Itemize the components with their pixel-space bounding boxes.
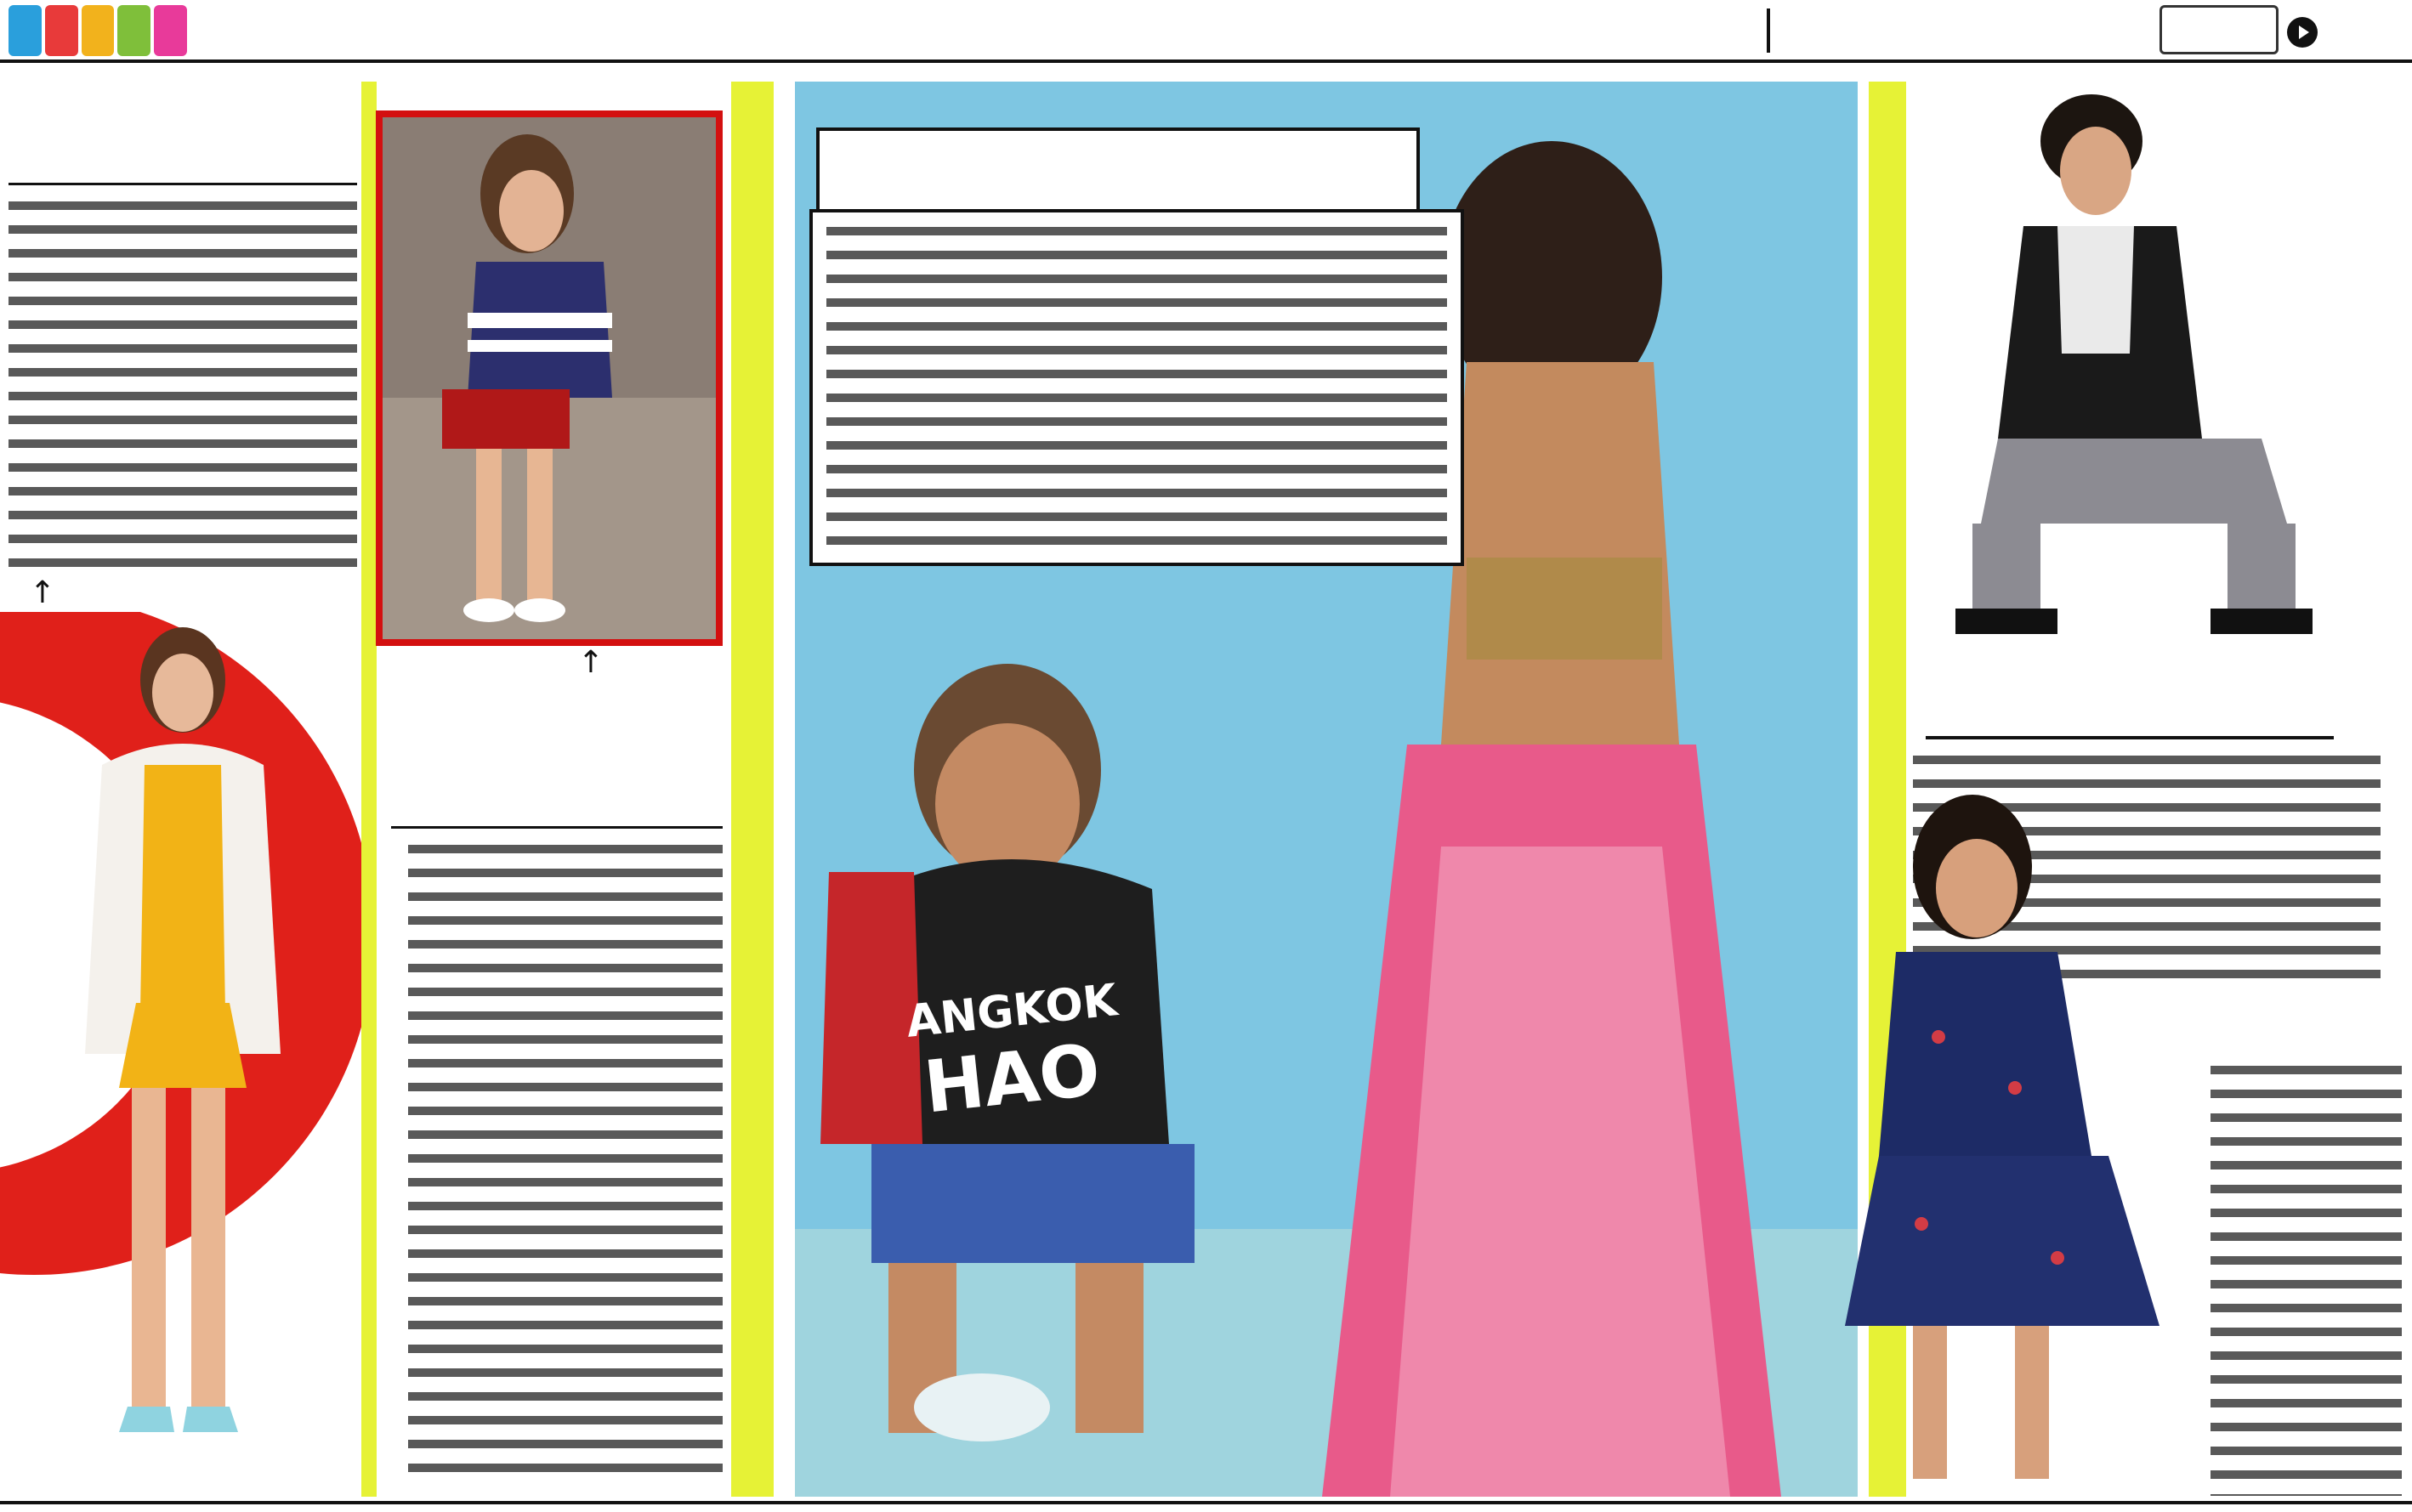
article-body-right2 bbox=[2211, 1058, 2402, 1496]
shirt-text-top: ANGKOK bbox=[904, 975, 1120, 1048]
logo-tile bbox=[82, 5, 115, 56]
photo-woman-seated bbox=[376, 110, 723, 646]
shirt-text-bottom: HAO bbox=[920, 1028, 1104, 1130]
logo-tile bbox=[9, 5, 42, 56]
issue-date bbox=[1794, 10, 2151, 48]
headline-center bbox=[816, 127, 1420, 212]
article-body-col2 bbox=[408, 837, 723, 1483]
brand-logo bbox=[2159, 5, 2279, 54]
article-body-center bbox=[826, 219, 1447, 556]
headline-right1 bbox=[1926, 646, 2334, 739]
photo-man-seated bbox=[1921, 82, 2347, 643]
photo-woman-yellow bbox=[0, 612, 374, 1496]
logo-tile bbox=[45, 5, 78, 56]
section-logo bbox=[9, 5, 187, 56]
article-body-col1 bbox=[9, 194, 357, 568]
logo-tile bbox=[117, 5, 150, 56]
page-number bbox=[2330, 7, 2406, 54]
play-icon bbox=[2287, 17, 2318, 48]
section-label bbox=[918, 8, 1258, 46]
margin-strip bbox=[361, 82, 377, 1497]
photo-caption-col1 bbox=[281, 697, 366, 722]
bottom-rule bbox=[0, 1501, 2412, 1504]
margin-strip bbox=[731, 82, 774, 1497]
headline-rule bbox=[9, 183, 357, 185]
logo-tile bbox=[154, 5, 187, 56]
arrow-up-icon: ↑ bbox=[29, 575, 56, 610]
headline-col2 bbox=[384, 688, 724, 824]
photo-woman-dress bbox=[1734, 782, 2211, 1496]
arrow-up-icon: ↑ bbox=[577, 645, 604, 680]
photo-caption-center bbox=[1097, 671, 1199, 697]
masthead-divider bbox=[1767, 8, 1770, 53]
headline-rule bbox=[391, 826, 723, 829]
headline-col1 bbox=[9, 119, 357, 178]
